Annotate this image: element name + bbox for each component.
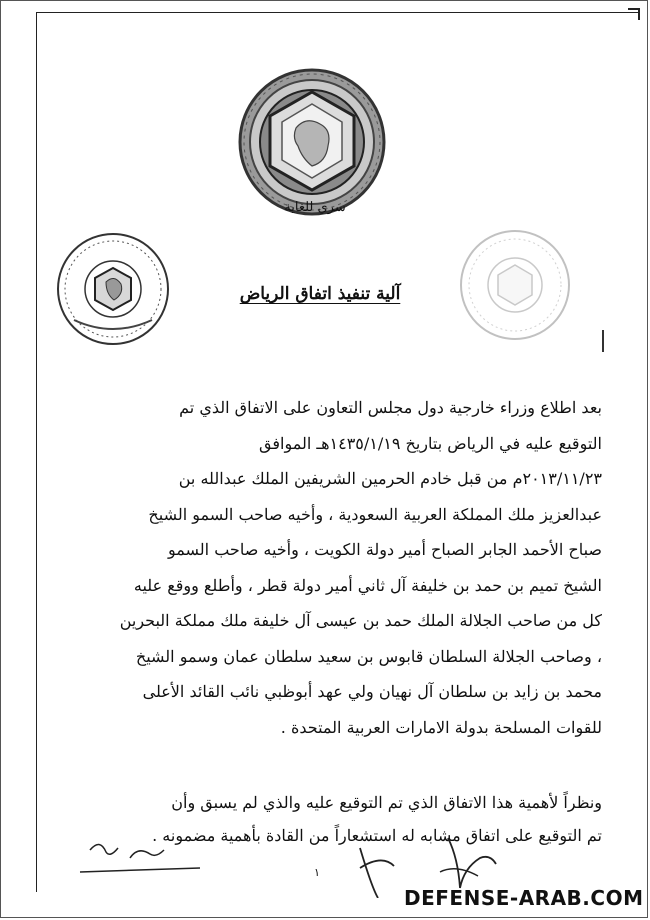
body-line: عبدالعزيز ملك المملكة العربية السعودية ، وأخيه صاحب السمو الشيخ (148, 504, 602, 524)
corner-mark (628, 8, 640, 20)
official-stamp-icon (54, 230, 172, 348)
page-number: ١ (314, 866, 320, 879)
body-line: تم التوقيع على اتفاق مشابه له استشعاراً من القادة بأهمية مضمونه . (152, 826, 602, 845)
body-paragraph-1 (76, 390, 602, 745)
classification-label: سري للغاية (284, 200, 346, 215)
body-line: صباح الأحمد الجابر الصباح أمير دولة الكويت ، وأخيه صاحب السمو (168, 540, 602, 559)
body-line: التوقيع عليه في الرياض بتاريخ ١٤٣٥/١/١٩هـ الموافق (259, 433, 602, 453)
left-border-line (36, 12, 37, 892)
body-line: ٢٠١٣/١١/٢٣م من قبل خادم الحرمين الشريفين الملك عبدالله بن (178, 469, 602, 488)
top-border-line (36, 12, 640, 13)
body-line: للقوات المسلحة بدولة الامارات العربية المتحدة . (280, 717, 602, 737)
body-line: كل من صاحب الجلالة الملك حمد بن عيسى آل خليفة ملك مملكة البحرين (119, 611, 602, 630)
site-watermark: DEFENSE-ARAB.COM (404, 886, 644, 910)
margin-mark (602, 330, 604, 352)
body-line: بعد اطلاع وزراء خارجية دول مجلس التعاون على الاتفاق الذي تم (179, 398, 602, 417)
document-title: آلية تنفيذ اتفاق الرياض (239, 284, 401, 304)
body-line: ، وصاحب الجلالة السلطان قابوس بن سعيد سلطان عمان وسمو الشيخ (135, 646, 602, 666)
faded-official-stamp-icon (456, 226, 574, 344)
body-line: الشيخ تميم بن حمد بن خليفة آل ثاني أمير دولة قطر ، وأطلع ووقع عليه (133, 575, 602, 595)
body-line: ونظراً لأهمية هذا الاتفاق الذي تم التوقيع عليه والذي لم يسبق وأن (171, 793, 602, 812)
gcc-emblem-seal-icon (236, 66, 388, 218)
body-line: محمد بن زايد بن سلطان آل نهيان ولي عهد أبوظبي نائب القائد الأعلى (142, 682, 602, 701)
